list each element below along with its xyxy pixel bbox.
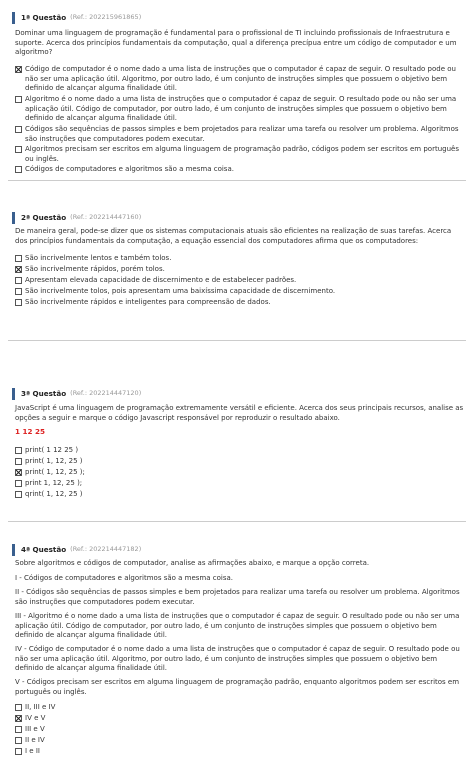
option-d[interactable] (15, 479, 467, 489)
code-output: 1 12 25 (15, 427, 46, 436)
checkbox[interactable] (15, 715, 22, 722)
divider (8, 340, 466, 341)
option-d[interactable] (15, 287, 467, 297)
option-text: Algoritmos precisam ser escritos em alguma linguagem de programação padrão, códigos podem ser escritos em português ou inglês. (25, 145, 459, 163)
checkbox[interactable] (15, 458, 22, 465)
statement-item: II - Códigos são sequências de passos simples e bem projetados para realizar uma tarefa ou resolver um problema. Algoritmos são instruções que computadores podem executar. (15, 588, 460, 606)
option-text: print 1, 12, 25 ); (25, 479, 83, 487)
option-text: print( 1, 12, 25 ); (25, 468, 85, 476)
option-text: São incrivelmente lentos e também tolos. (25, 254, 172, 262)
checkbox[interactable] (15, 748, 22, 755)
question-marker (12, 212, 15, 224)
question-marker (12, 544, 15, 556)
question-header (12, 388, 141, 400)
question-statement: Sobre algoritmos e códigos de computador, analise as afirmações abaixo, e marque a opção correta. (15, 559, 370, 567)
question-header (12, 212, 141, 224)
option-d[interactable] (15, 145, 467, 164)
question-statement: De maneira geral, pode-se dizer que os sistemas computacionais atuais são eficientes na realização de suas tarefas. Acerca dos princípios fundamentais da computação, a equação essencial dos computadores afirma que os computadores: (15, 227, 452, 245)
checkbox[interactable] (15, 469, 22, 476)
option-text: Algoritmo é o nome dado a uma lista de instruções que o computador é capaz de seguir. O resultado pode ou não ser uma aplicação útil. Código de computador, por outro lado, é um conjunto de instruções simples que possuem o objetivo bem definido de alcançar alguma finalidade útil. (25, 95, 457, 122)
option-text: print( 1, 12, 25 ) (25, 457, 83, 465)
question-ref: (Ref.: 202214447160) (70, 213, 142, 222)
checkbox[interactable] (15, 146, 22, 153)
question-ref: (Ref.: 202215961865) (70, 13, 142, 22)
statement-item: III - Algoritmo é o nome dado a uma lista de instruções que o computador é capaz de seguir. O resultado pode ou não ser uma aplicação útil. Código de computador, por outro lado, é um conjunto de instruções simples que possuem o objetivo bem definido de alcançar alguma finalidade útil. (15, 612, 460, 639)
option-text: Códigos de computadores e algoritmos são a mesma coisa. (25, 165, 234, 173)
option-c[interactable] (15, 468, 467, 478)
checkbox[interactable] (15, 491, 22, 498)
question-statement: JavaScript é uma linguagem de programação extremamente versátil e eficiente. Acerca dos seus principais recursos, analise as opções a seguir e marque o código Javascript responsável por reproduzir o resultado abaixo. (15, 404, 464, 422)
checkbox[interactable] (15, 255, 22, 262)
checkbox[interactable] (15, 480, 22, 487)
option-b[interactable] (15, 457, 467, 467)
option-text: print( 1 12 25 ) (25, 446, 79, 454)
option-e[interactable] (15, 165, 467, 175)
option-e[interactable] (15, 298, 467, 308)
statement-item: IV - Código de computador é o nome dado a uma lista de instruções que o computador é capaz de seguir. O resultado pode ou não ser uma aplicação útil. Algoritmo, por outro lado, é um conjunto de instruções simples que possuem o objetivo bem definido de alcançar alguma finalidade útil. (15, 645, 460, 672)
question-number: 3ª Questão (21, 389, 67, 399)
checkbox[interactable] (15, 96, 22, 103)
statement-item: V - Códigos precisam ser escritos em alguma linguagem de programação padrão, enquanto algoritmos podem ser escritos em português ou inglês. (15, 678, 460, 696)
question-header (12, 12, 141, 24)
question-number: 1ª Questão (21, 13, 67, 23)
checkbox[interactable] (15, 126, 22, 133)
option-text: São incrivelmente tolos, pois apresentam uma baixíssima capacidade de discernimento. (25, 287, 336, 295)
option-b[interactable] (15, 95, 467, 124)
checkbox[interactable] (15, 266, 22, 273)
question-statement: Dominar uma linguagem de programação é fundamental para o profissional de TI incluindo profissionais de Infraestrutura e suporte. Acerca dos princípios fundamentais da computação, qual a diferença precípua entre um código de computador e um algoritmo? (15, 29, 457, 56)
question-marker (12, 12, 15, 24)
checkbox[interactable] (15, 288, 22, 295)
question-header (12, 544, 141, 556)
checkbox[interactable] (15, 704, 22, 711)
option-text: Código de computador é o nome dado a uma lista de instruções que o computador é capaz de seguir. O resultado pode ou não ser uma aplicação útil. Algoritmo, por outro lado, é um conjunto de instruções simples que possuem o objetivo bem definido de alcançar alguma finalidade útil. (25, 65, 456, 92)
question-number: 4ª Questão (21, 545, 67, 555)
option-text: II, III e IV (25, 703, 56, 711)
checkbox[interactable] (15, 726, 22, 733)
option-text: São incrivelmente rápidos, porém tolos. (25, 265, 165, 273)
option-text: Apresentam elevada capacidade de discernimento e de estabelecer padrões. (25, 276, 297, 284)
option-b[interactable] (15, 714, 467, 724)
option-text: I e II (25, 747, 40, 755)
divider (8, 521, 466, 522)
question-ref: (Ref.: 202214447120) (70, 389, 142, 398)
option-a[interactable] (15, 254, 467, 264)
option-e[interactable] (15, 747, 467, 757)
option-text: Códigos são sequências de passos simples e bem projetados para realizar uma tarefa ou resolver um problema. Algoritmos são instruções que computadores podem executar. (25, 125, 459, 143)
option-text: IV e V (25, 714, 46, 722)
divider (8, 180, 466, 181)
question-marker (12, 388, 15, 400)
checkbox[interactable] (15, 299, 22, 306)
option-c[interactable] (15, 725, 467, 735)
option-text: qrint( 1, 12, 25 ) (25, 490, 83, 498)
option-d[interactable] (15, 736, 467, 746)
option-b[interactable] (15, 265, 467, 275)
checkbox[interactable] (15, 737, 22, 744)
checkbox[interactable] (15, 166, 22, 173)
checkbox[interactable] (15, 66, 22, 73)
option-a[interactable] (15, 65, 467, 94)
option-a[interactable] (15, 446, 467, 456)
option-text: III e V (25, 725, 45, 733)
statement-item: I - Códigos de computadores e algoritmos são a mesma coisa. (15, 574, 234, 582)
option-text: São incrivelmente rápidos e inteligentes para compreensão de dados. (25, 298, 271, 306)
checkbox[interactable] (15, 277, 22, 284)
question-number: 2ª Questão (21, 213, 67, 223)
question-ref: (Ref.: 202214447182) (70, 545, 142, 554)
option-c[interactable] (15, 276, 467, 286)
option-text: II e IV (25, 736, 45, 744)
checkbox[interactable] (15, 447, 22, 454)
option-a[interactable] (15, 703, 467, 713)
option-c[interactable] (15, 125, 467, 144)
option-e[interactable] (15, 490, 467, 500)
